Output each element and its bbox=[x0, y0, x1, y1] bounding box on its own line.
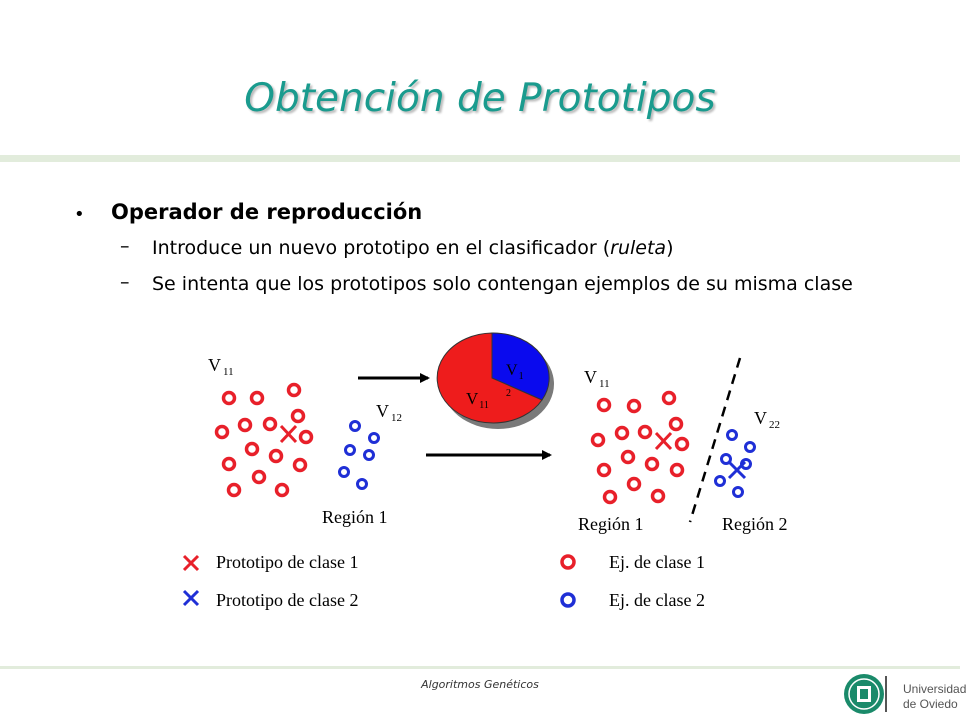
label-region1-right: Región 1 bbox=[578, 514, 644, 534]
footer-text: Algoritmos Genéticos bbox=[421, 678, 539, 691]
legend-prototype-class2-icon bbox=[184, 591, 198, 605]
pie-label-v12: $V_1$ bbox=[506, 362, 524, 382]
sub-bullet-1-close: ) bbox=[666, 237, 674, 259]
legend-example-class2-icon bbox=[562, 594, 574, 606]
sub-bullet-1-italic: ruleta bbox=[610, 237, 667, 259]
logo-line-1: Universidad bbox=[903, 682, 966, 696]
right-class1-prototype bbox=[656, 433, 671, 449]
left-class2-examples bbox=[340, 422, 379, 489]
slide-title: Obtención de Prototipos bbox=[244, 76, 716, 121]
bullet-point: • bbox=[74, 204, 85, 225]
label-v12: V $_{12}$ bbox=[376, 401, 402, 424]
right-class2-prototype bbox=[729, 462, 745, 478]
logo-line-2: de Oviedo bbox=[903, 697, 958, 711]
footer-divider bbox=[0, 666, 960, 669]
legend-example-class1-icon bbox=[562, 556, 574, 568]
label-region2-right: Región 2 bbox=[722, 514, 788, 534]
label-v11-right: V $_{11}$ bbox=[584, 367, 610, 390]
sub-bullet-1-text: Introduce un nuevo prototipo en el clasificador ( bbox=[152, 237, 611, 259]
bullet-heading: Operador de reproducción bbox=[111, 200, 423, 224]
legend-example-class1: Ej. de clase 1 bbox=[609, 552, 705, 572]
left-class1-prototype bbox=[281, 426, 296, 442]
left-class1-examples bbox=[217, 385, 312, 496]
university-logo-text bbox=[903, 682, 966, 712]
pie-label-v11: $V_{11}$ bbox=[466, 389, 489, 411]
label-v22: V $_{22}$ bbox=[754, 408, 780, 431]
pie-label-v12-tail: 2 bbox=[506, 388, 511, 399]
right-class2-examples bbox=[716, 431, 755, 497]
right-class1-examples bbox=[593, 393, 688, 503]
legend-example-class2: Ej. de clase 2 bbox=[609, 590, 705, 610]
sub-bullet-2: Se intenta que los prototipos solo contengan ejemplos de su misma clase bbox=[152, 273, 853, 295]
label-region1-left: Región 1 bbox=[322, 507, 388, 527]
sub-bullet-dash-1: – bbox=[120, 235, 130, 257]
legend-prototype-class2: Prototipo de clase 2 bbox=[216, 590, 359, 610]
roulette-pie bbox=[437, 333, 554, 429]
sub-bullet-dash-2: – bbox=[120, 271, 130, 293]
legend-prototype-class1-icon bbox=[184, 556, 198, 570]
legend-prototype-class1: Prototipo de clase 1 bbox=[216, 552, 359, 572]
label-v11-left: V $_{11}$ bbox=[208, 355, 234, 378]
